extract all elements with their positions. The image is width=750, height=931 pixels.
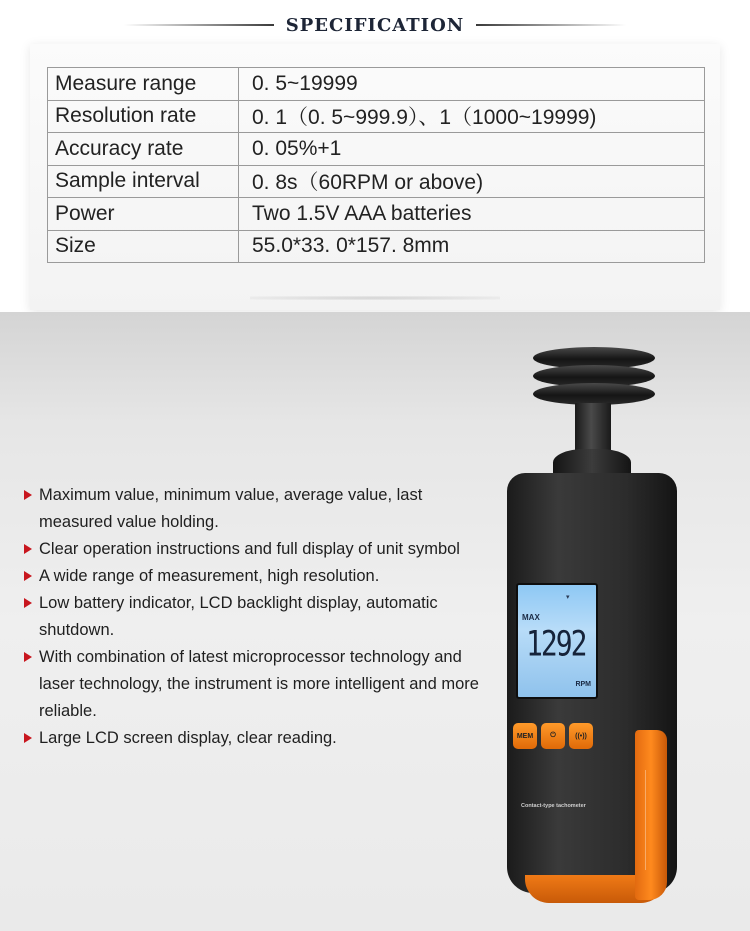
triangle-bullet-icon [24, 544, 32, 554]
triangle-bullet-icon [24, 598, 32, 608]
triangle-bullet-icon [24, 490, 32, 500]
feature-list [24, 482, 484, 752]
spec-panel [30, 44, 720, 310]
spec-label: Accuracy rate [48, 133, 239, 166]
lcd-screen [516, 583, 598, 699]
spec-value: Two 1.5V AAA batteries [239, 198, 705, 231]
table-row [48, 230, 705, 263]
table-row [48, 68, 705, 101]
spec-value: 0. 8s（60RPM or above) [239, 165, 705, 198]
spec-label: Resolution rate [48, 100, 239, 133]
sound-button: ((•)) [569, 723, 593, 749]
mem-button: MEM [513, 723, 537, 749]
model-label: Contact-type tachometer [521, 803, 586, 809]
spec-label: Sample interval [48, 165, 239, 198]
wheel-ring [533, 383, 655, 405]
spec-value: 0. 5~19999 [239, 68, 705, 101]
spec-value: 0. 1（0. 5~999.9）、1（1000~19999) [239, 100, 705, 133]
table-row [48, 100, 705, 133]
tachometer-illustration [495, 345, 695, 905]
header-rule-left [124, 24, 274, 26]
list-item [24, 590, 484, 644]
lcd-unit: RPM [575, 681, 591, 688]
list-item [24, 644, 484, 725]
table-row [48, 165, 705, 198]
spec-value: 0. 05%+1 [239, 133, 705, 166]
table-row [48, 133, 705, 166]
feature-text: A wide range of measurement, high resolution. [39, 567, 380, 585]
spec-table [47, 67, 705, 263]
spec-value: 55.0*33. 0*157. 8mm [239, 230, 705, 263]
feature-text: Large LCD screen display, clear reading. [39, 729, 337, 747]
list-item [24, 563, 484, 590]
wheel-shaft [575, 403, 611, 453]
triangle-bullet-icon [24, 733, 32, 743]
feature-text: Clear operation instructions and full display of unit symbol [39, 540, 460, 558]
power-button: ⏻ [541, 723, 565, 749]
feature-text: With combination of latest microprocessor technology and laser technology, the instrument is more intelligent and more reliable. [39, 648, 479, 720]
list-item [24, 725, 484, 752]
list-item [24, 482, 484, 536]
lcd-mode: MAX [522, 613, 540, 622]
contact-wheel [533, 347, 655, 409]
header-rule-right [476, 24, 626, 26]
lcd-reading: 1292 [526, 622, 586, 665]
spec-title: SPECIFICATION [285, 14, 465, 36]
table-row [48, 198, 705, 231]
spec-header [0, 0, 750, 50]
triangle-bullet-icon [24, 571, 32, 581]
spec-label: Size [48, 230, 239, 263]
feature-text: Low battery indicator, LCD backlight display, automatic shutdown. [39, 594, 438, 639]
list-item [24, 536, 484, 563]
spec-label: Measure range [48, 68, 239, 101]
signal-icon: ▾ [566, 594, 570, 601]
triangle-bullet-icon [24, 652, 32, 662]
panel-reflection [250, 296, 500, 300]
spec-label: Power [48, 198, 239, 231]
side-grip-label [645, 770, 660, 870]
feature-text: Maximum value, minimum value, average value, last measured value holding. [39, 486, 423, 531]
